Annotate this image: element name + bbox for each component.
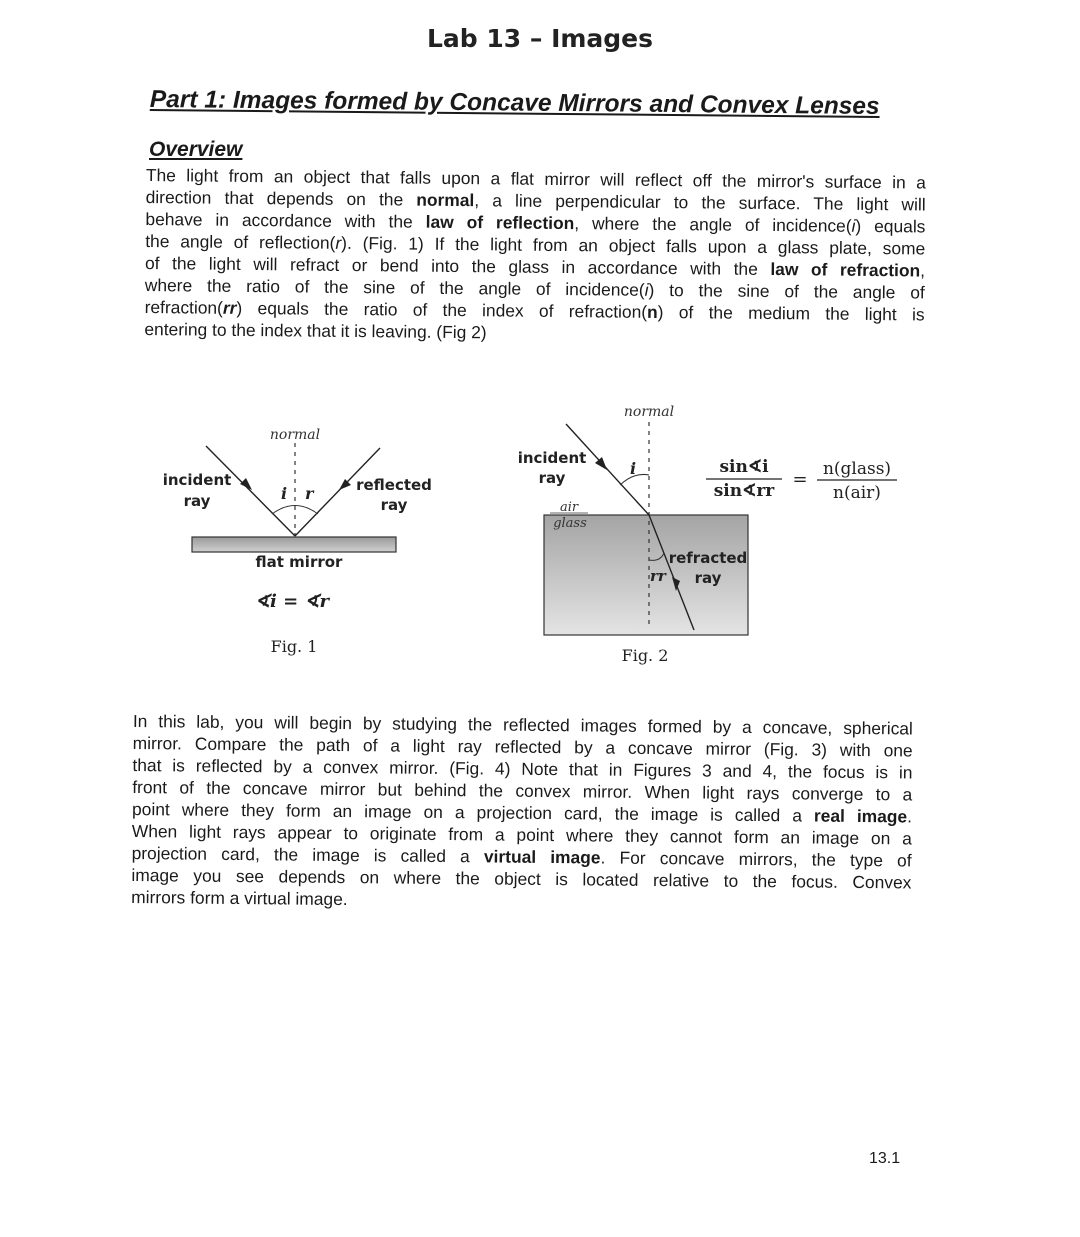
fig2-incident-ray (566, 424, 649, 515)
paragraph-line: mirror. Compare the path of a light ray reflected by a concave mirror (Fig. 3) with one (132, 732, 913, 761)
emphasis-term: n (646, 301, 658, 322)
paragraph-line: mirrors form a virtual image. (131, 886, 348, 910)
fig1-normal-label: normal (269, 427, 321, 443)
lab-title: Lab 13 – Images (426, 24, 654, 53)
fig2-refracted-label-1: refracted (668, 549, 748, 567)
paragraph-line: direction that depends on the normal, a line perpendicular to the surface. The light will (145, 186, 926, 215)
paragraph-line: In this lab, you will begin by studying the reflected images formed by a concave, spherical (132, 710, 913, 739)
emphasis-term: virtual image (483, 846, 601, 868)
fig2-air-label: air (559, 500, 579, 515)
fig2-caption: Fig. 2 (621, 646, 669, 665)
fig1-incident-label-2: ray (183, 492, 211, 510)
emphasis-term: normal (416, 189, 475, 211)
paragraph-line: the angle of reflection(r). (Fig. 1) If the light from an object falls upon a glass plate, some (145, 230, 926, 259)
fig1-angle-i: i (281, 484, 288, 503)
fig1-mirror-label: flat mirror (255, 553, 343, 571)
fig1-equation: ∢i = ∢r (254, 591, 330, 612)
fig1-incident-arrow (240, 478, 252, 490)
part-title: Part 1: Images formed by Concave Mirrors and Convex Lenses (149, 86, 880, 121)
fig2-formula-numerator: sin∢i (719, 457, 769, 477)
emphasis-term: i (644, 279, 649, 300)
fig2-glass-label: glass (553, 516, 587, 531)
fig1-angle-r: r (305, 484, 314, 503)
paragraph-line: point where they form an image on a projection card, the image is called a real image. (131, 798, 913, 827)
emphasis-term: law of refraction (770, 258, 921, 281)
figure-2-refraction (510, 400, 910, 670)
emphasis-term: law of reflection (425, 211, 575, 234)
paragraph-line: of the light will refract or bend into the glass in accordance with the law of refraction, (144, 252, 926, 281)
fig2-angle-i: i (630, 459, 637, 478)
emphasis-term: rr (222, 297, 237, 318)
paragraph-line: where the ratio of the sine of the angle of incidence(i) to the sine of the angle of (144, 274, 925, 303)
fig2-refracted-label-2: ray (694, 569, 722, 587)
lab-paragraph (131, 710, 913, 915)
paragraph-line: entering to the index that it is leaving. (Fig 2) (144, 318, 487, 343)
fig2-incident-arrow (595, 457, 607, 470)
overview-heading: Overview (149, 138, 243, 161)
fig2-incident-label-1: incident (517, 449, 587, 467)
emphasis-term: i (851, 215, 856, 236)
fig1-reflected-label-2: ray (380, 496, 408, 514)
fig2-formula-rhs-denominator: n(air) (833, 483, 881, 503)
page-number: 13.1 (869, 1150, 901, 1167)
fig1-caption: Fig. 1 (270, 637, 318, 656)
fig2-angle-rr: rr (650, 567, 666, 585)
paragraph-line: refraction(rr) equals the ratio of the index of refraction(n) of the medium the light is (144, 296, 925, 325)
paragraph-line: The light from an object that falls upon a flat mirror will reflect off the mirror's surface in a (145, 164, 926, 193)
fig2-formula-equals: = (792, 469, 808, 490)
overview-paragraph (144, 164, 926, 347)
emphasis-term: real image (813, 805, 908, 827)
fig1-flat-mirror (192, 537, 396, 552)
fig1-incident-label-1: incident (162, 471, 232, 489)
fig2-formula-rhs-numerator: n(glass) (822, 459, 892, 479)
paragraph-line: When light rays appear to originate from a point where they cannot form an image on a (131, 820, 912, 849)
emphasis-term: r (335, 232, 342, 253)
paragraph-line: that is reflected by a convex mirror. (Fig. 4) Note that in Figures 3 and 4, the focus is in (132, 754, 913, 783)
paragraph-line: front of the concave mirror but behind the convex mirror. When light rays converge to a (132, 776, 913, 805)
fig1-reflected-label-1: reflected (356, 476, 432, 494)
fig2-incident-label-2: ray (538, 469, 566, 487)
paragraph-line: behave in accordance with the law of reflection, where the angle of incidence(i) equals (145, 208, 926, 237)
paragraph-line: image you see depends on where the object is located relative to the focus. Convex (131, 864, 912, 893)
fig2-normal-label: normal (623, 404, 675, 420)
figure-1-flat-mirror (150, 415, 450, 665)
paragraph-line: projection card, the image is called a virtual image. For concave mirrors, the type of (131, 842, 912, 871)
fig2-formula-denominator: sin∢rr (713, 481, 775, 501)
